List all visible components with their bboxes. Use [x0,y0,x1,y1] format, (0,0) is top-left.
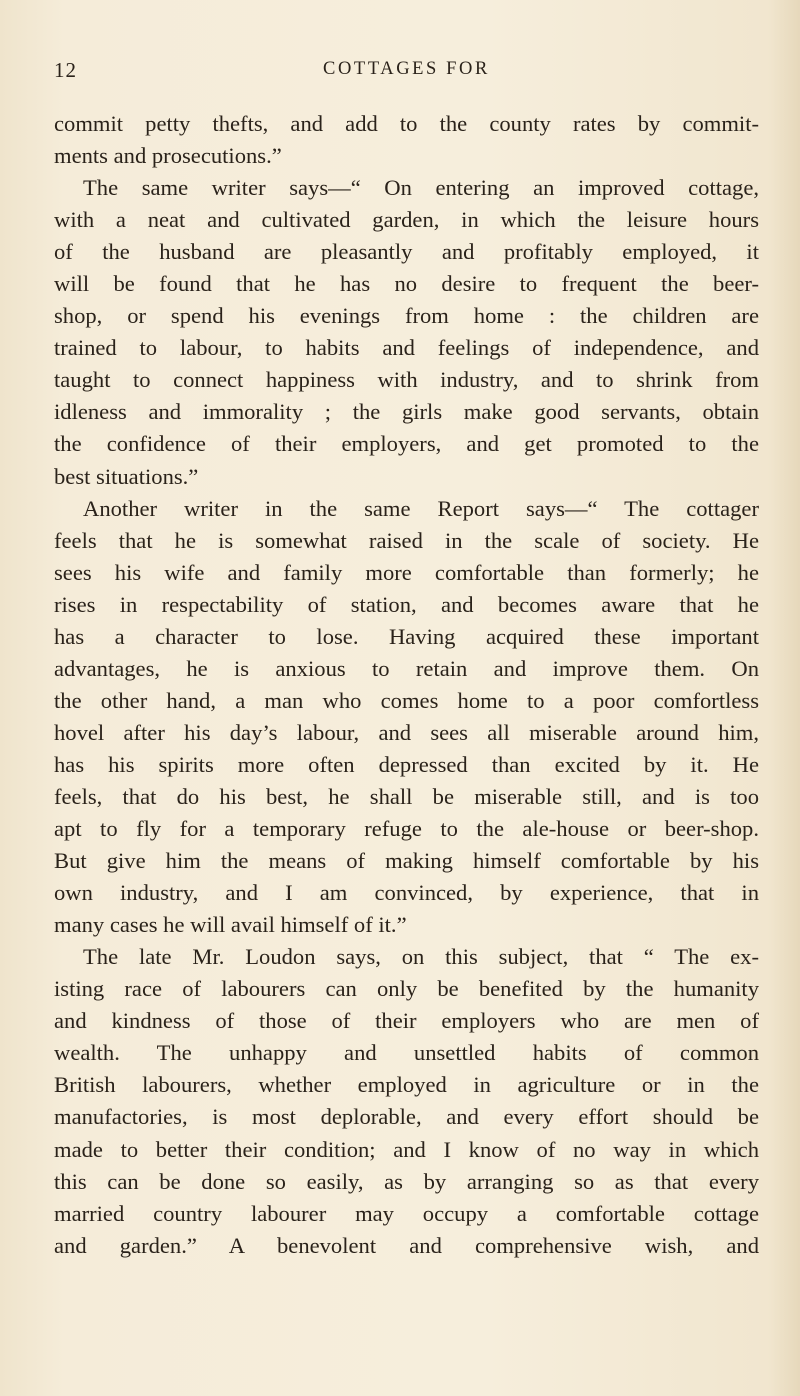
text-line: the confidence of their employers, and get promoted to the [54,431,759,457]
page-number: 12 [54,58,77,82]
text-line: shop, or spend his evenings from home : the children are [54,303,759,329]
text-line: sees his wife and family more comfortable than formerly; he [54,559,759,585]
text-line: made to better their condition; and I know of no way in which [54,1136,759,1162]
text-line: trained to labour, to habits and feelings of independence, and [54,335,759,361]
text-line: own industry, and I am convinced, by experience, that in [54,880,759,906]
text-line: feels that he is somewhat raised in the scale of society. He [54,527,759,553]
text-line: British labourers, whether employed in agriculture or in the [54,1072,759,1098]
text-line: with a neat and cultivated garden, in which the leisure hours [54,207,759,233]
text-line: best situations.” [54,463,199,489]
text-line: commit petty thefts, and add to the county rates by commit- [54,111,759,136]
text-line: advantages, he is anxious to retain and improve them. On [54,655,759,681]
text-line: will be found that he has no desire to frequent the beer- [54,271,759,297]
text-line: The late Mr. Loudon says, on this subject, that “ The ex- [83,944,759,970]
text-line: of the husband are pleasantly and profitably employed, it [54,239,759,265]
text-line: and kindness of those of their employers who are men of [54,1008,759,1034]
page-header [54,50,759,84]
text-line: ments and prosecutions.” [54,143,282,169]
text-line: this can be done so easily, as by arranging so as that every [54,1168,759,1194]
text-line: taught to connect happiness with industry, and to shrink from [54,367,759,393]
text-line: the other hand, a man who comes home to a poor comfortless [54,687,759,713]
text-line: apt to fly for a temporary refuge to the ale-house or beer-shop. [54,816,759,842]
text-line: But give him the means of making himself comfortable by his [54,848,759,874]
text-line: The same writer says—“ On entering an improved cottage, [83,175,759,201]
text-line: hovel after his day’s labour, and sees all miserable around him, [54,719,759,745]
text-line: married country labourer may occupy a comfortable cottage [54,1200,759,1226]
text-line: isting race of labourers can only be benefited by the humanity [54,976,759,1002]
text-line: has a character to lose. Having acquired these important [54,623,759,649]
body-text [54,108,759,1262]
text-line: and garden.” A benevolent and comprehensive wish, and [54,1232,759,1258]
text-line: many cases he will avail himself of it.” [54,912,407,938]
text-line: has his spirits more often depressed than excited by it. He [54,751,759,777]
text-line: wealth. The unhappy and unsettled habits of common [54,1040,759,1066]
running-title: COTTAGES FOR [323,59,490,79]
text-line: feels, that do his best, he shall be miserable still, and is too [54,783,759,809]
text-line: Another writer in the same Report says—“ The cottager [83,495,759,521]
text-line: rises in respectability of station, and becomes aware that he [54,591,759,617]
text-line: idleness and immorality ; the girls make good servants, obtain [54,399,759,425]
text-line: manufactories, is most deplorable, and every effort should be [54,1104,759,1130]
